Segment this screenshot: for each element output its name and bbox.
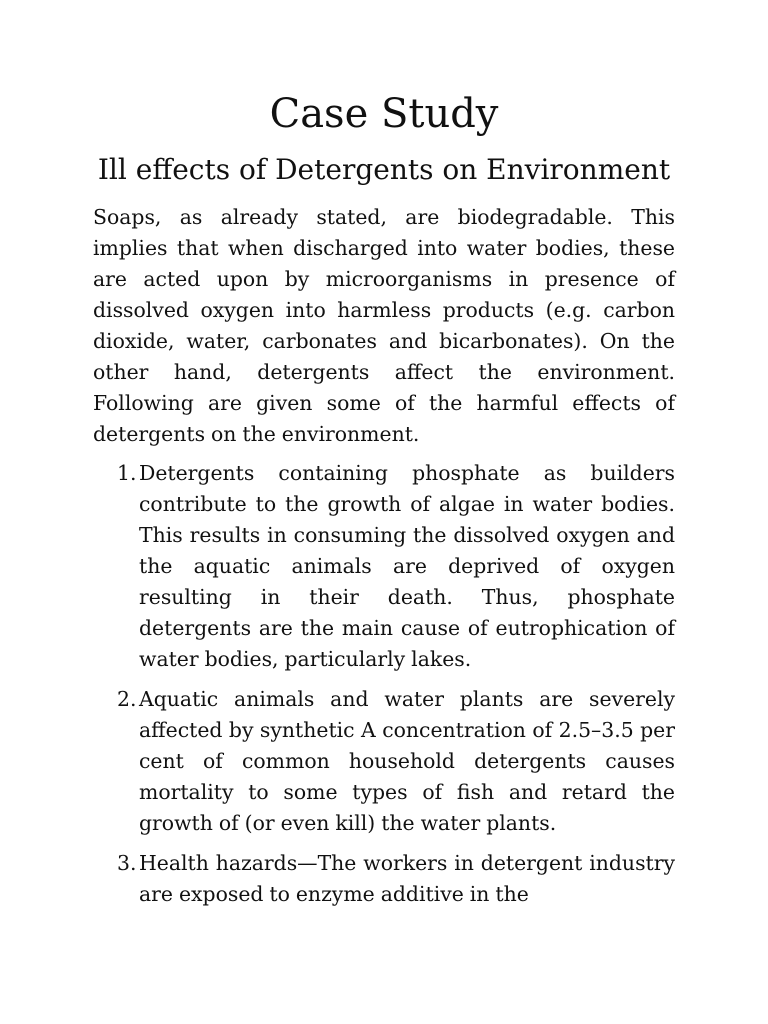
list-item-number: 1. (117, 461, 137, 485)
list-item-text: Detergents containing phosphate as builders contribute to the growth of algae in water bodies. This results in consuming the dissolved oxygen and the aquatic animals are deprived of oxygen resulting in their death. Thus, phosphate detergents are the main cause of eutrophication of water bodies, particularly lakes. (139, 461, 675, 671)
list-item-number: 2. (117, 687, 137, 711)
effects-list (93, 458, 675, 919)
intro-paragraph: Soaps, as already stated, are biodegradable. This implies that when discharged into water bodies, these are acted upon by microorganisms in presence of dissolved oxygen into harmless products (e.g. carbon dioxide, water, carbonates and bicarbonates). On the other hand, detergents affect the environment. Following are given some of the harmful effects of detergents on the environment. (93, 205, 675, 446)
list-item-text: Health hazards—The workers in detergent industry are exposed to enzyme additive in the (139, 851, 675, 906)
page-title: Case Study (269, 91, 499, 137)
page-subtitle: Ill effects of Detergents on Environment (97, 153, 671, 186)
list-item (93, 684, 675, 839)
list-item-text: Aquatic animals and water plants are severely affected by synthetic A concentration of 2.5–3.5 per cent of common household detergents causes mortality to some types of fish and retard the growth of (or even kill) the water plants. (139, 687, 675, 835)
list-item (93, 848, 675, 910)
list-item-number: 3. (117, 851, 137, 875)
list-item (93, 458, 675, 675)
